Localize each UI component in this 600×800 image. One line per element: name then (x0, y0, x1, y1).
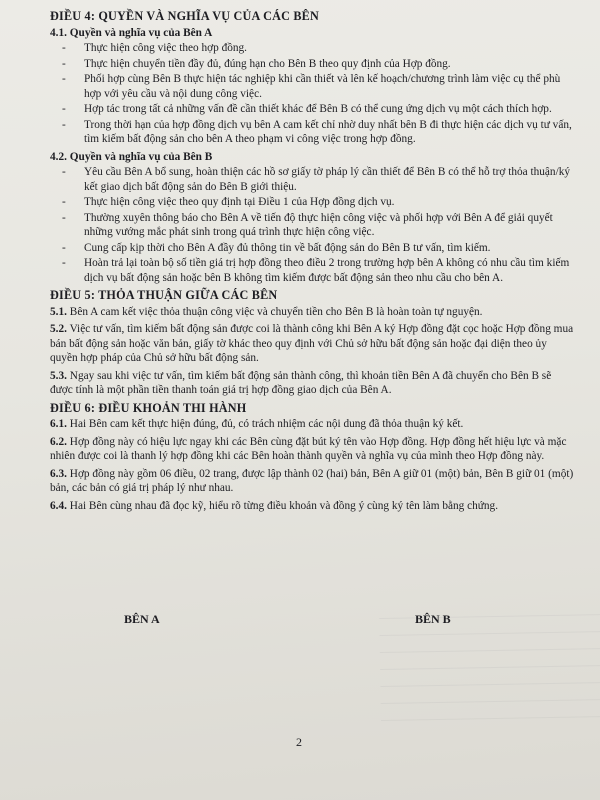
list-item: - Thực hiện công việc theo quy định tại Điều 1 của Hợp đồng dịch vụ. (84, 195, 576, 210)
article-4-heading: ĐIỀU 4: QUYỀN VÀ NGHĨA VỤ CỦA CÁC BÊN (50, 9, 320, 23)
clause-number: 6.4. (50, 499, 67, 512)
clause-number: 5.2. (50, 323, 67, 335)
clause-text: Hai Bên cùng nhau đã đọc kỹ, hiểu rõ từng điều khoản và đồng ý cùng ký tên làm bằng chứng. (69, 499, 499, 512)
clause-6-4 (50, 499, 576, 514)
clause-5-1 (50, 305, 576, 320)
list-item: - Thực hiện công việc theo hợp đồng. (84, 41, 576, 56)
clause-5-3 (50, 369, 576, 398)
clause-text: Hợp đồng này có hiệu lực ngay khi các Bên cùng đặt bút ký tên vào Hợp đồng. Hợp đồng hết hiệu lực và mặc nhiên được coi là thanh lý hợp đồng khi các Bên hoàn thành quyền và nghĩa vụ của mình theo Hợp đồng này. (50, 435, 567, 462)
list-item: - Cung cấp kịp thời cho Bên A đầy đủ thông tin về bất động sản do Bên B tư vấn, tìm kiếm. (84, 241, 576, 256)
list-item: - Hoàn trả lại toàn bộ số tiền giá trị hợp đồng theo điều 2 trong trường hợp bên A không có nhu cầu tìm kiếm dịch vụ bất động sản hoặc bên B không tìm kiếm được bất động sản theo nhu cầu cho bên A. (84, 256, 576, 285)
clause-5-2 (50, 322, 576, 366)
clause-text: Hợp đồng này gồm 06 điều, 02 trang, được lập thành 02 (hai) bản, Bên A giữ 01 (một) bản, Bên B giữ 01 (một) bản, các bản có giá trị pháp lý như nhau. (50, 467, 574, 494)
article-6-heading: ĐIỀU 6: ĐIỀU KHOẢN THI HÀNH (50, 400, 247, 415)
clause-number: 6.2. (50, 435, 67, 448)
section-4-2-heading: 4.2. Quyền và nghĩa vụ của Bên B (50, 150, 213, 163)
signature-row (0, 612, 600, 632)
clause-6-3 (50, 467, 576, 496)
clause-6-1 (50, 417, 576, 432)
section-4-2-list (50, 165, 576, 285)
section-4-1-list (50, 41, 576, 147)
clause-number: 6.1. (50, 418, 67, 430)
party-a-signature-label: BÊN A (124, 612, 160, 626)
page-number: 2 (296, 735, 302, 749)
clause-text: Ngay sau khi việc tư vấn, tìm kiếm bất động sản thành công, thì khoản tiền Bên A đã chuyển cho Bên B sẽ được tính là một phần tiền thanh toán giá trị hợp đồng giao dịch của Bên A. (50, 369, 552, 396)
clause-6-2 (50, 435, 576, 464)
clause-text: Bên A cam kết việc thỏa thuận công việc và chuyển tiền cho Bên B là hoàn toàn tự nguyện. (69, 305, 483, 318)
list-item: - Trong thời hạn của hợp đồng dịch vụ bên A cam kết chỉ nhờ duy nhất bên B đi thực hiện các dịch vụ tư vấn, tìm kiếm bất động sản cho bên A theo phạm vi công việc trong hợp đồng. (84, 118, 576, 147)
list-item: - Thường xuyên thông báo cho Bên A về tiến độ thực hiện công việc và phối hợp với Bên A để giải quyết những vướng mắc phát sinh trong quá trình thực hiện công việc. (84, 211, 576, 240)
list-item: - Yêu cầu Bên A bổ sung, hoàn thiện các hồ sơ giấy tờ pháp lý cần thiết để Bên B có thể hỗ trợ thỏa thuận/ký kết giao dịch bất động sản do Bên B giới thiệu. (84, 165, 576, 194)
article-5-heading: ĐIỀU 5: THỎA THUẬN GIỮA CÁC BÊN (50, 288, 278, 302)
list-item: - Thực hiện chuyển tiền đầy đủ, đúng hạn cho Bên B theo quy định của Hợp đồng. (84, 57, 576, 72)
clause-text: Hai Bên cam kết thực hiện đúng, đủ, có trách nhiệm các nội dung đã thỏa thuận ký kết. (69, 418, 464, 430)
list-item: - Hợp tác trong tất cả những vấn đề cần thiết khác để Bên B có thể cung ứng dịch vụ một cách thích hợp. (84, 102, 576, 117)
clause-number: 5.3. (50, 369, 67, 382)
clause-text: Việc tư vấn, tìm kiếm bất động sản được coi là thành công khi Bên A ký Hợp đồng đặt cọc hoặc Hợp đồng mua bán bất động sản hoặc văn bản, giấy tờ khác theo quy định với Chủ sở hữu bất động sản hoặc đại diện theo ủy quyền hợp pháp của Chủ sở hữu bất động sản. (50, 323, 574, 364)
party-b-signature-label: BÊN B (415, 612, 451, 626)
clause-number: 6.3. (50, 467, 67, 480)
section-4-1-heading: 4.1. Quyền và nghĩa vụ của Bên A (50, 26, 213, 39)
list-item: - Phối hợp cùng Bên B thực hiện tác nghiệp khi cần thiết và lên kế hoạch/chương trình làm việc cụ thể phù hợp với yêu cầu và nội dung công việc. (84, 72, 576, 101)
document-body (50, 6, 576, 516)
clause-number: 5.1. (50, 305, 67, 318)
